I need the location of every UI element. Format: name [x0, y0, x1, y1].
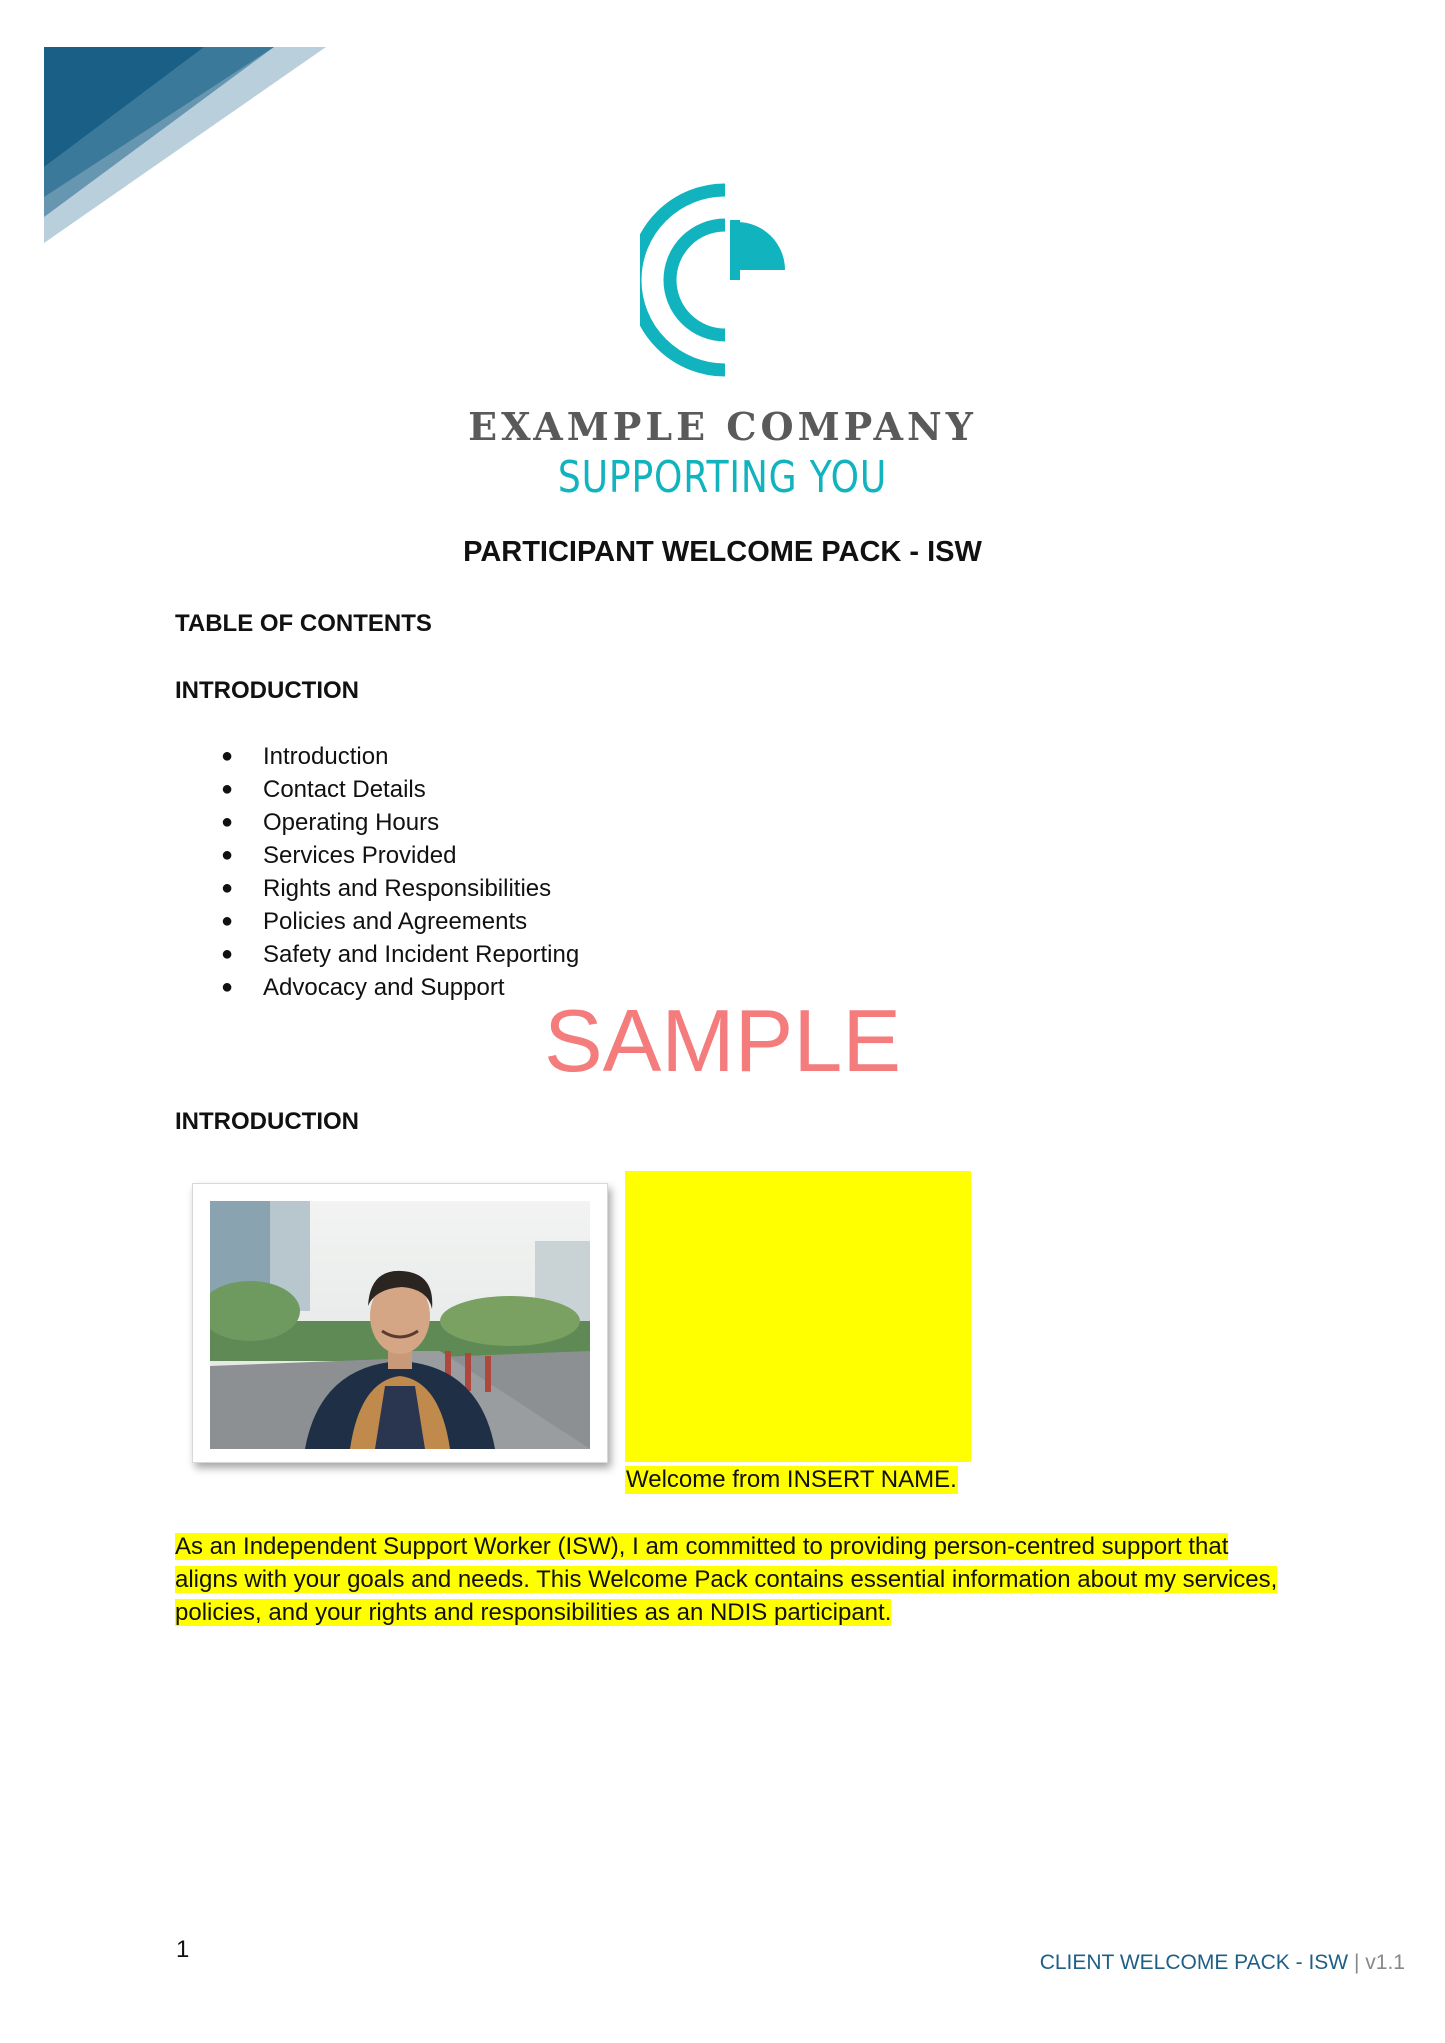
- toc-item: [215, 773, 579, 806]
- profile-photo: [210, 1201, 590, 1449]
- footer-doc-name: CLIENT WELCOME PACK - ISW: [1039, 1951, 1349, 1974]
- toc-item-label: Safety and Incident Reporting: [263, 941, 580, 968]
- toc-item-label: Policies and Agreements: [263, 908, 528, 935]
- toc-item: [215, 872, 579, 905]
- sample-watermark: SAMPLE: [543, 991, 902, 1090]
- corner-decoration: [44, 47, 326, 243]
- bullet-icon: ●: [221, 976, 234, 998]
- toc-item: [215, 806, 579, 839]
- toc-item-label: Contact Details: [263, 776, 426, 803]
- bullet-icon: ●: [221, 844, 234, 866]
- toc-item: [215, 905, 579, 938]
- footer-separator: |: [1353, 1951, 1360, 1974]
- document-title: PARTICIPANT WELCOME PACK - ISW: [463, 536, 982, 568]
- toc-item-label: Advocacy and Support: [263, 974, 505, 1001]
- toc-item-label: Services Provided: [263, 842, 457, 869]
- footer-doc-label: [1040, 1951, 1405, 1975]
- intro-paragraph-text: As an Independent Support Worker (ISW), I am committed to providing person-centred support that aligns with your goals and needs. This Welcome Pack contains essential information about my services, policies, and your rights and responsibilities as an NDIS participant.: [175, 1533, 1278, 1626]
- company-tagline: SUPPORTING YOU: [557, 452, 888, 503]
- section-heading: INTRODUCTION: [175, 1108, 359, 1135]
- intro-paragraph: [175, 1530, 1285, 1629]
- bullet-icon: ●: [221, 745, 234, 767]
- toc-subheading: INTRODUCTION: [175, 677, 359, 704]
- bullet-icon: ●: [221, 811, 234, 833]
- page-number: 1: [176, 1936, 190, 1963]
- toc-item: [215, 839, 579, 872]
- photo-placeholder-highlight: [625, 1171, 971, 1462]
- toc-item-label: Rights and Responsibilities: [263, 875, 552, 902]
- toc-item-label: Operating Hours: [263, 809, 440, 836]
- company-name: EXAMPLE COMPANY: [468, 404, 977, 449]
- footer-version: v1.1: [1365, 1951, 1405, 1974]
- welcome-line: Welcome from INSERT NAME.: [626, 1466, 957, 1493]
- bullet-icon: ●: [221, 910, 234, 932]
- toc-item: [215, 938, 579, 971]
- toc-heading: TABLE OF CONTENTS: [175, 610, 432, 637]
- bullet-icon: ●: [221, 778, 234, 800]
- bullet-icon: ●: [221, 943, 234, 965]
- toc-item: [215, 740, 579, 773]
- bullet-icon: ●: [221, 877, 234, 899]
- profile-photo-frame: [192, 1183, 608, 1463]
- company-logo-icon: [640, 180, 820, 380]
- toc-list: [215, 740, 579, 1004]
- toc-item-label: Introduction: [263, 743, 389, 770]
